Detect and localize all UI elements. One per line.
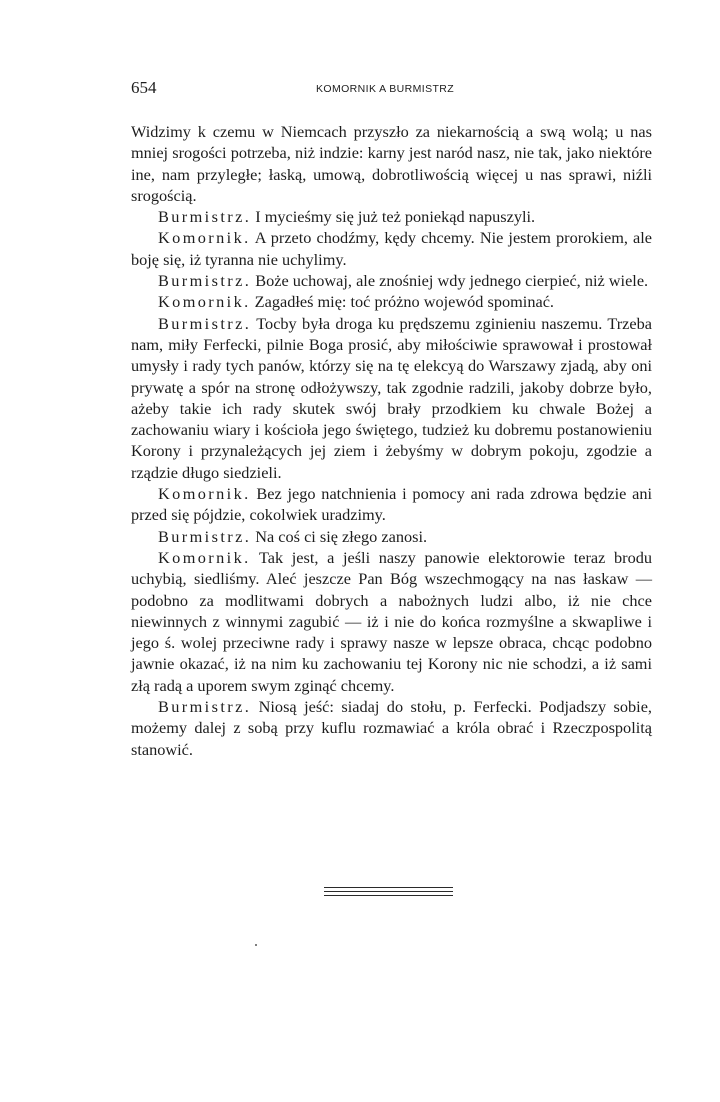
- paragraph-text: Bez jego natchnienia i pomocy ani rada zdrowa będzie ani przed się pójdzie, cokolwiek uradzimy.: [131, 484, 652, 525]
- print-speck: [255, 944, 257, 946]
- page-number: 654: [131, 78, 157, 97]
- speaker-name: Burmistrz.: [158, 697, 252, 717]
- paragraph-text: Tak jest, a jeśli naszy panowie elektorowie teraz brodu uchybią, siedliśmy. Aleć jeszcze Pan Bóg wszechmogący na nas łaskaw — podobno za modlitwami dobrych a nabożnych ludzi albo, iż nie chce niewinnych z winnymi zagubić — iż i nie do końca rozmyślne a skwapliwe i jego ś. wolej przeciwne rady i sprawy nasze w lepsze obraca, chcąc podobno jawnie okazać, iż na nim ku zachowaniu tej Korony nic nie schodzi, a iż sami złą radą a uporem swym zginąć chcemy.: [131, 547, 652, 695]
- paragraph-text: Tocby była droga ku prędszemu zginieniu naszemu. Trzeba nam, miły Ferfecki, pilnie Boga prosić, aby miłościwie sprawował i prostował umysły i rady tych panów, którzy się na tę elekcyą do Warszawy zjadą, aby oni prywatę a spór na stronę odłożywszy, tak zgodnie radzili, jakoby dobrze było, ażeby takie ich rady skutek swój brały przodkiem ku chwale Bożej a zachowaniu wiary i kościoła jego świętego, tudzież ku dobremu postanowieniu Korony i przynależących jej ziem i żebyśmy w dobrym pokoju, zgodzie a rządzie długo siedzieli.: [131, 313, 652, 482]
- paragraph: [131, 547, 652, 696]
- speaker-name: Burmistrz.: [158, 526, 252, 546]
- paragraph-text: Niosą jeść: siadaj do stołu, p. Ferfecki. Podjadszy sobie, możemy dalej z sobą przy kuflu rozmawiać a króla obrać i Rzeczpospolitą stanowić.: [131, 697, 652, 759]
- paragraph: [131, 206, 652, 227]
- end-rule-line: [324, 895, 453, 896]
- paragraph-text: A przeto chodźmy, kędy chcemy. Nie jestem prorokiem, ale boję się, iż tyranna nie uchylimy.: [131, 228, 652, 269]
- end-rule-line: [324, 887, 453, 888]
- paragraph: [131, 696, 652, 760]
- paragraph: [131, 121, 652, 206]
- paragraph: [131, 483, 652, 526]
- speaker-name: Burmistrz.: [158, 207, 252, 227]
- speaker-name: Komornik.: [158, 292, 251, 312]
- speaker-name: Komornik.: [158, 547, 251, 567]
- running-title: KOMORNIK A BURMISTRZ: [316, 83, 455, 95]
- paragraph-text: Boże uchowaj, ale znośniej wdy jednego cierpieć, niż wiele.: [251, 271, 649, 291]
- paragraph-text: Zagadłeś mię: toć próżno wojewód spominać.: [250, 292, 554, 312]
- paragraph-text: Na coś ci się złego zanosi.: [251, 526, 428, 546]
- end-rule-line: [324, 891, 453, 892]
- paragraph-text: I mycieśmy się już też poniekąd napuszyli.: [251, 207, 536, 227]
- speaker-name: Komornik.: [158, 228, 251, 248]
- paragraph-text: Widzimy k czemu w Niemcach przyszło za niekarnością a swą wolą; u nas mniej srogości potrzeba, niż indzie: karny jest naród nasz, nie tak, jako niektóre ine, nam przyległe; łaską, umową, dobrotliwością więcej u nas sprawi, niźli srogością.: [131, 122, 652, 205]
- speaker-name: Burmistrz.: [158, 313, 252, 333]
- paragraph: [131, 313, 652, 483]
- paragraph: [131, 270, 652, 291]
- body-text: [131, 121, 652, 760]
- speaker-name: Komornik.: [158, 484, 251, 504]
- paragraph: [131, 227, 652, 270]
- paragraph: [131, 526, 652, 547]
- page-header: [131, 78, 652, 100]
- speaker-name: Burmistrz.: [158, 271, 252, 291]
- paragraph: [131, 291, 652, 312]
